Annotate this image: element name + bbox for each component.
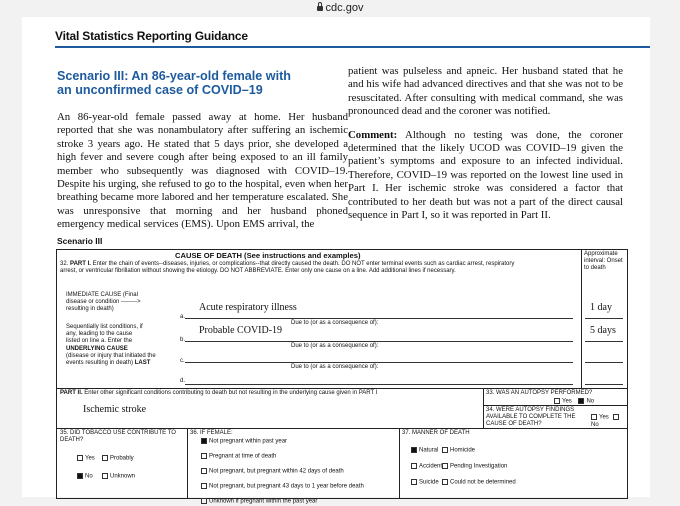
q35-option-unknown[interactable]: [102, 473, 135, 481]
q35-yes-checkbox[interactable]: [77, 455, 83, 461]
part2-value[interactable]: Ischemic stroke: [83, 404, 147, 415]
line-b-rule: [185, 341, 573, 342]
q34-yes-label: Yes: [599, 414, 609, 421]
q33-yes-label: Yes: [562, 398, 572, 405]
scenario-right-column: [348, 65, 623, 232]
q35-option-no[interactable]: [77, 473, 93, 481]
q36-option-5[interactable]: [201, 498, 317, 506]
q37-accident-label: Accident: [419, 463, 443, 470]
q36-divider: [399, 428, 400, 498]
q36-option-2-label: Pregnant at time of death: [209, 453, 277, 460]
q36-option-4-checkbox[interactable]: [201, 483, 207, 489]
q36-option-5-checkbox[interactable]: [201, 498, 207, 504]
q34-label: 34. WERE AUTOPSY FINDINGS AVAILABLE TO COMPLETE THE CAUSE OF DEATH?: [486, 407, 576, 428]
line-b-cause[interactable]: Probable COVID-19: [199, 325, 283, 336]
line-b-interval-rule: [585, 341, 623, 342]
q37-pending-checkbox[interactable]: [442, 463, 448, 469]
q35-probably-label: Probably: [110, 455, 134, 462]
q36-option-1-label: Not pregnant within past year: [209, 438, 288, 445]
q36-option-3-label: Not pregnant, but pregnant within 42 days of death: [209, 468, 344, 475]
q33-yes-checkbox[interactable]: [554, 398, 560, 404]
q37-natural-label: Natural: [419, 447, 439, 454]
q35-yes-label: Yes: [85, 455, 95, 462]
line-b-letter: b.: [180, 337, 186, 343]
scenario-title: Scenario III: An 86-year-old female with an unconfirmed case of COVID–19: [57, 69, 291, 97]
part1-text: Enter the chain of events--diseases, injuries, or complications--that directly caused the death. DO NOT enter terminal events such as cardiac arrest, respiratory arrest, or ventricular fibrillation without showing the etiology. DO NOT ABBREVIATE. Enter only one cause on a line. Add additional lines if necessary.: [60, 261, 515, 275]
q37-homicide-checkbox[interactable]: [442, 447, 448, 453]
line-a-cause[interactable]: Acute respiratory illness: [199, 302, 297, 313]
q37-option-homicide[interactable]: [442, 447, 475, 455]
q35-option-yes[interactable]: [77, 455, 95, 463]
q37-option-pending[interactable]: [442, 463, 507, 471]
page-header-title: Vital Statistics Reporting Guidance: [55, 29, 248, 43]
line-c-rule: [185, 362, 573, 363]
death-certificate-form: [56, 249, 628, 505]
q34-yes-checkbox[interactable]: [591, 414, 597, 420]
line-a-letter: a.: [180, 314, 186, 320]
comment-paragraph: [348, 129, 623, 223]
q35-label: 35. DID TOBACCO USE CONTRIBUTE TO DEATH?: [60, 430, 176, 444]
q35-no-label: No: [85, 473, 93, 480]
part2-text: Enter other significant conditions contributing to death but not resulting in the underlying cause given in PART I: [84, 390, 378, 396]
sequential-label: Sequentially list conditions, if any, leading to the cause listed on line a. Enter the: [66, 324, 143, 345]
line-a-rule: [185, 318, 573, 319]
part1-label: PART I.: [70, 261, 91, 267]
part2-label: PART II.: [60, 390, 83, 396]
line-a-due-to: Due to (or as a consequence of):: [291, 320, 379, 326]
q36-option-1[interactable]: [201, 438, 287, 446]
q37-option-accident[interactable]: [411, 463, 442, 471]
q36-option-3-checkbox[interactable]: [201, 468, 207, 474]
part2-divider: [483, 388, 484, 428]
interval-divider: [581, 250, 582, 388]
q34-no-checkbox[interactable]: [613, 414, 619, 420]
q37-undetermined-checkbox[interactable]: [442, 479, 448, 485]
underlying-cause-title: UNDERLYING CAUSE: [66, 346, 128, 352]
q37-natural-checkbox[interactable]: [411, 447, 417, 453]
q36-option-5-label: Unknown if pregnant within the past year: [209, 498, 318, 505]
q37-label: 37. MANNER OF DEATH: [402, 430, 470, 436]
line-a-interval[interactable]: 1 day: [590, 302, 612, 313]
line-d-letter: d.: [180, 378, 186, 384]
line-c-letter: c.: [180, 358, 185, 364]
line-b-interval[interactable]: 5 days: [590, 325, 616, 336]
cause-of-death-title: CAUSE OF DEATH (See instructions and examples): [175, 251, 361, 260]
url-text: cdc.gov: [325, 2, 364, 14]
bottom-section-rule: [57, 428, 627, 429]
part2-instructions: [60, 390, 480, 397]
q36-option-4[interactable]: [201, 483, 364, 491]
q37-pending-label: Pending Investigation: [450, 463, 508, 470]
scenario-paragraph-2: patient was pulseless and apneic. Her husband stated that he and his wife had advanced directives and that she was not to be resuscitated. After consulting with medical command, she was pronounced dead and the coroner was notified.: [348, 65, 623, 118]
q36-option-3[interactable]: [201, 468, 344, 476]
comment-label: Comment:: [348, 128, 398, 141]
q34-options: [591, 414, 627, 429]
document-page: [22, 17, 650, 505]
q36-option-4-label: Not pregnant, but pregnant 43 days to 1 year before death: [209, 483, 364, 490]
q35-probably-checkbox[interactable]: [102, 455, 108, 461]
q37-accident-checkbox[interactable]: [411, 463, 417, 469]
line-a-interval-rule: [585, 318, 623, 319]
underlying-cause-text: (disease or injury that initiated the events resulting in death): [66, 353, 156, 367]
last-label: LAST: [134, 360, 151, 367]
q37-undetermined-label: Could not be determined: [450, 479, 516, 486]
header-rule: [55, 46, 650, 48]
figure-label: Scenario III: [57, 236, 103, 246]
q36-option-1-checkbox[interactable]: [201, 438, 207, 444]
q37-option-undetermined[interactable]: [442, 479, 516, 487]
line-d-rule: [185, 384, 573, 385]
q35-unknown-label: Unknown: [110, 473, 136, 480]
part2-top-rule: [57, 388, 627, 389]
line-c-interval-rule: [585, 362, 623, 363]
q35-option-probably[interactable]: [102, 455, 134, 463]
q33-label: 33. WAS AN AUTOPSY PERFORMED?: [486, 390, 593, 396]
lock-icon: [317, 6, 323, 11]
q36-option-2-checkbox[interactable]: [201, 453, 207, 459]
comment-text: Although no testing was done, the coroner determined that the likely UCOD was COVID–19 given the patient’s symptoms and exposure to an infected individual. Therefore, COVID–19 was reported on the lowest line used in Part I. Her ischemic stroke was considered a factor that contributed to her death but was not a part of the direct causal sequence in Part I, so it was reported in Part II.: [348, 128, 623, 222]
q35-unknown-checkbox[interactable]: [102, 473, 108, 479]
q33-no-checkbox[interactable]: [578, 398, 584, 404]
q37-suicide-label: Suicide: [419, 479, 439, 486]
part1-instructions: [60, 261, 518, 275]
q34-no-label: No: [591, 421, 599, 428]
part1-number: 32.: [60, 261, 69, 267]
q37-option-suicide[interactable]: [411, 479, 439, 487]
immediate-cause-label: IMMEDIATE CAUSE (Final disease or condition --------> resulting in death): [66, 292, 141, 313]
q37-homicide-label: Homicide: [450, 447, 476, 454]
q35-no-checkbox[interactable]: [77, 473, 83, 479]
q33-bottom-rule: [483, 405, 627, 406]
q35-divider: [187, 428, 188, 498]
q33-no-label: No: [586, 398, 595, 405]
line-b-due-to: Due to (or as a consequence of):: [291, 343, 379, 349]
browser-url-bar[interactable]: [0, 0, 680, 16]
q37-option-natural[interactable]: [411, 447, 438, 455]
underlying-label: [66, 346, 156, 368]
line-c-due-to: Due to (or as a consequence of):: [291, 364, 379, 370]
q37-suicide-checkbox[interactable]: [411, 479, 417, 485]
q36-label: 36. IF FEMALE:: [190, 430, 233, 436]
q36-option-2[interactable]: [201, 453, 276, 461]
scenario-paragraph-1: An 86-year-old female passed away at home. Her husband reported that she was nonambulatory after suffering an ischemic stroke 3 years ago. He stated that 5 days prior, she developed a high fever and severe cough after being exposed to an ill family member who subsequently was diagnosed with COVID–19. Despite his urging, she refused to go to the hospital, even when her breathing became more labored and her temperature escalated. She was unresponsive that morning and her husband phoned emergency medical services (EMS). Upon EMS arrival, the: [57, 111, 348, 231]
interval-header: Approximate interval: Onset to death: [584, 251, 623, 272]
line-d-interval-rule: [585, 384, 623, 385]
